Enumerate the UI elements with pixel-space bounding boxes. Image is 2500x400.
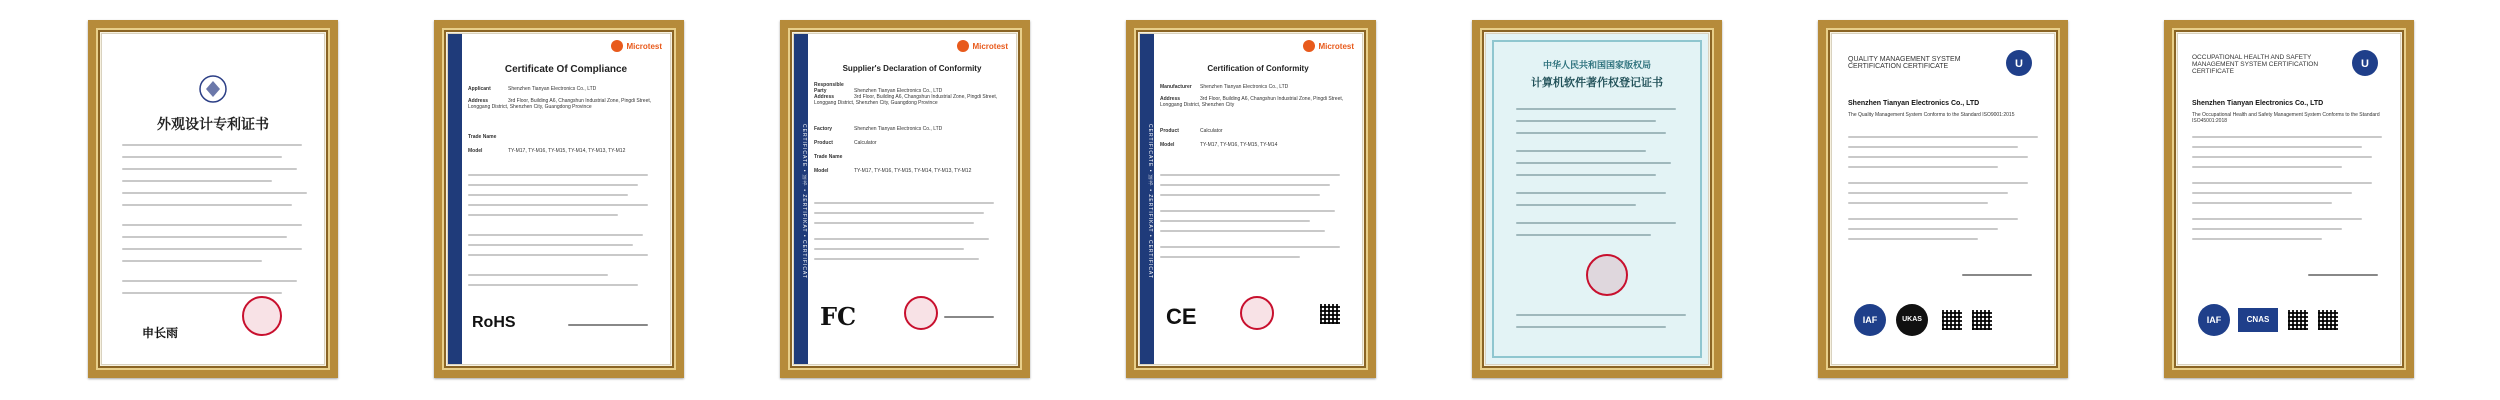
certificate-frame-iso45001 [2164,20,2414,378]
official-seal [1240,296,1274,330]
certificate-stripe: CERTIFICATE • 证书 • ZERTIFIKAT • CERTIFICAT [794,34,808,364]
iaf-badge: IAF [1854,304,1886,336]
certificate-title: 计算机软件著作权登记证书 [1531,76,1663,89]
rohs-mark: RoHS [472,314,516,331]
conformity-statement: The Occupational Health and Safety Management System Conforms to the Standard ISO45001:2018 [2192,112,2380,124]
field-address: Address 3rd Floor, Building A6, Changshun Industrial Zone, Pingdi Street, Longgang District, Shenzhen City, Guangdong Province [814,94,998,106]
certificate-title: Certificate Of Compliance [504,64,628,75]
rohs-compliance-certificate [448,34,670,364]
field-trade-name: Trade Name [814,154,843,160]
microtest-logo-icon [1303,40,1315,52]
patent-emblem-icon [198,74,228,104]
qr-code [1942,310,1962,330]
occupational-health-safety-certificate [2178,34,2400,364]
certificate-header: 中华人民共和国国家版权局 [1542,61,1651,71]
field-responsible-party: Responsible Party Shenzhen Tianyan Electronics Co., LTD [814,82,943,94]
certificate-stripe [448,34,462,364]
certification-body-emblem-icon [2004,48,2034,78]
certificate-title: Supplier's Declaration of Conformity [842,64,982,73]
field-model: Model TY-M17, TY-M16, TY-M15, TY-M14, TY-M13, TY-M12 [814,168,972,174]
microtest-logo: Microtest [957,40,1008,52]
official-seal [904,296,938,330]
ce-conformity-certificate [1140,34,1362,364]
qr-code [2288,310,2308,330]
microtest-logo: Microtest [1303,40,1354,52]
field-model: Model TY-M17, TY-M16, TY-M15, TY-M14 [1160,142,1278,148]
iaf-badge: IAF [2198,304,2230,336]
certificate-frame-software-copyright [1472,20,1722,378]
signature: 申长雨 [142,326,179,340]
company-name: Shenzhen Tianyan Electronics Co., LTD [1848,100,1980,107]
quality-management-certificate [1832,34,2054,364]
company-name: Shenzhen Tianyan Electronics Co., LTD [2192,100,2324,107]
field-product: Product Calculator [814,140,877,146]
fcc-mark: FC [820,302,857,331]
svg-text:U: U [2015,58,2023,70]
qr-code [2318,310,2338,330]
svg-text:U: U [2361,58,2369,70]
ce-mark: CE [1166,304,1197,329]
official-seal [1586,254,1628,296]
field-product: Product Calculator [1160,128,1223,134]
certificate-frame-iso9001 [1818,20,2068,378]
field-factory: Factory Shenzhen Tianyan Electronics Co., LTD [814,126,943,132]
certificate-frame-rohs [434,20,684,378]
field-address: Address 3rd Floor, Building A6, Changshun Industrial Zone, Pingdi Street, Longgang District, Shenzhen City, Guangdong Province [468,98,652,110]
ukas-badge: UKAS [1896,304,1928,336]
field-trade-name: Trade Name [468,134,497,140]
field-address: Address 3rd Floor, Building A6, Changshun Industrial Zone, Pingdi Street, Longgang District, Shenzhen City [1160,96,1344,108]
field-applicant: Applicant Shenzhen Tianyan Electronics Co., LTD [468,86,597,92]
field-manufacturer: Manufacturer Shenzhen Tianyan Electronics Co., LTD [1160,84,1289,90]
conformity-statement: The Quality Management System Conforms to the Standard ISO9001:2015 [1848,112,2015,118]
certificate-frame-ce [1126,20,1376,378]
certificate-title: 外观设计专利证书 [157,117,269,133]
certificate-title: OCCUPATIONAL HEALTH AND SAFETY MANAGEMENT SYSTEM CERTIFICATION CERTIFICATE [2192,54,2319,75]
microtest-logo: Microtest [611,40,662,52]
fcc-declaration-certificate [794,34,1016,364]
certificate-title: QUALITY MANAGEMENT SYSTEM CERTIFICATION CERTIFICATE [1848,56,1961,70]
field-model: Model TY-M17, TY-M16, TY-M15, TY-M14, TY-M13, TY-M12 [468,148,626,154]
certificate-stripe: CERTIFICATE • 证书 • ZERTIFIKAT • CERTIFICAT [1140,34,1154,364]
official-seal [242,296,282,336]
certificate-title: Certification of Conformity [1207,64,1309,73]
cnas-badge: CNAS [2238,308,2278,332]
qr-code [1972,310,1992,330]
certification-body-emblem-icon [2350,48,2380,78]
software-copyright-certificate [1486,34,1708,364]
certificate-frame-fcc [780,20,1030,378]
microtest-logo-icon [957,40,969,52]
qr-code [1320,304,1340,324]
certificate-frame-design-patent [88,20,338,378]
microtest-logo-icon [611,40,623,52]
design-patent-certificate [102,34,324,364]
